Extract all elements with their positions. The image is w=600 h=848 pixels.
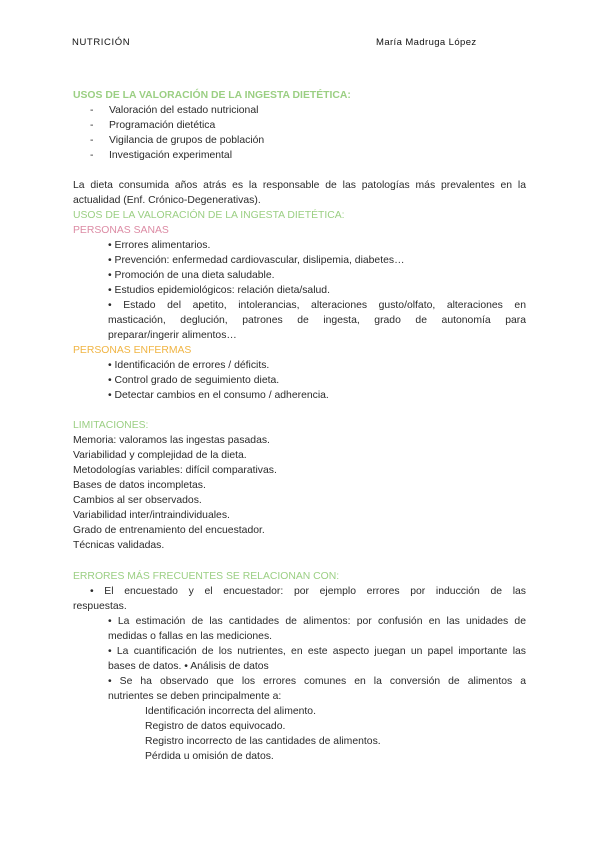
list-item: Cambios al ser observados. (73, 495, 202, 506)
subheading-personas-enfermas: PERSONAS ENFERMAS (73, 345, 192, 356)
list-item-text: Investigación experimental (109, 150, 233, 161)
sub-list-item: Identificación incorrecta del alimento. (145, 706, 316, 717)
section-title-limitaciones: LIMITACIONES: (73, 420, 149, 431)
list-item: - Investigación experimental (90, 150, 233, 161)
paragraph-line: actualidad (Enf. Crónico-Degenerativas). (73, 195, 261, 206)
header-subject: NUTRICIÓN (72, 37, 131, 48)
list-item: Variabilidad y complejidad de la dieta. (73, 450, 247, 461)
list-item-text: Vigilancia de grupos de población (109, 135, 265, 146)
list-item: • La estimación de las cantidades de alimentos: por confusión en las unidades de (108, 616, 526, 627)
section-title-usos: USOS DE LA VALORACIÓN DE LA INGESTA DIETÉTICA: (73, 90, 351, 101)
list-item: - Vigilancia de grupos de población (90, 135, 265, 146)
list-item: Memoria: valoramos las ingestas pasadas. (73, 435, 270, 446)
sub-list-item: Registro de datos equivocado. (145, 721, 286, 732)
list-item: • Detectar cambios en el consumo / adherencia. (108, 390, 329, 401)
list-item: - Programación dietética (90, 120, 216, 131)
list-item: - Valoración del estado nutricional (90, 105, 259, 116)
list-item: Metodologías variables: difícil comparativas. (73, 465, 277, 476)
list-item: • Prevención: enfermedad cardiovascular, dislipemia, diabetes… (108, 255, 405, 266)
list-item: Bases de datos incompletas. (73, 480, 206, 491)
list-item-continuation: preparar/ingerir alimentos… (108, 330, 237, 341)
list-item: • El encuestado y el encuestador: por ejemplo errores por inducción de las (90, 586, 526, 597)
list-item: • Se ha observado que los errores comunes en la conversión de alimentos a (108, 676, 526, 687)
list-item: • Promoción de una dieta saludable. (108, 270, 275, 281)
paragraph-line: La dieta consumida años atrás es la responsable de las patologías más prevalentes en la (73, 180, 526, 191)
list-item: • Errores alimentarios. (108, 240, 211, 251)
list-item: Técnicas validadas. (73, 540, 165, 551)
list-item: • Identificación de errores / déficits. (108, 360, 270, 371)
list-item: • Control grado de seguimiento dieta. (108, 375, 280, 386)
list-item-text: Valoración del estado nutricional (109, 105, 259, 116)
list-item-text: Programación dietética (109, 120, 216, 131)
list-item: Grado de entrenamiento del encuestador. (73, 525, 265, 536)
list-item-continuation: medidas o fallas en las mediciones. (108, 631, 273, 642)
section-title-errores: ERRORES MÁS FRECUENTES SE RELACIONAN CON: (73, 571, 340, 582)
list-item-continuation: respuestas. (73, 601, 127, 612)
subheading-personas-sanas: PERSONAS SANAS (73, 225, 169, 236)
list-item-continuation: nutrientes se deben principalmente a: (108, 691, 282, 702)
sub-list-item: Registro incorrecto de las cantidades de alimentos. (145, 736, 381, 747)
list-item-continuation: masticación, deglución, patrones de ingesta, grado de autonomía para (108, 315, 526, 326)
list-item-continuation: bases de datos. • Análisis de datos (108, 661, 269, 672)
list-item: Variabilidad inter/intraindividuales. (73, 510, 230, 521)
list-item: • Estudios epidemiológicos: relación dieta/salud. (108, 285, 330, 296)
list-item: • Estado del apetito, intolerancias, alteraciones gusto/olfato, alteraciones en (108, 300, 526, 311)
sub-list-item: Pérdida u omisión de datos. (145, 751, 274, 762)
header-author: María Madruga López (376, 37, 477, 48)
section-title-usos-2: USOS DE LA VALORACIÓN DE LA INGESTA DIETÉTICA: (73, 210, 345, 221)
list-item: • La cuantificación de los nutrientes, en este aspecto juegan un papel importante las (108, 646, 526, 657)
